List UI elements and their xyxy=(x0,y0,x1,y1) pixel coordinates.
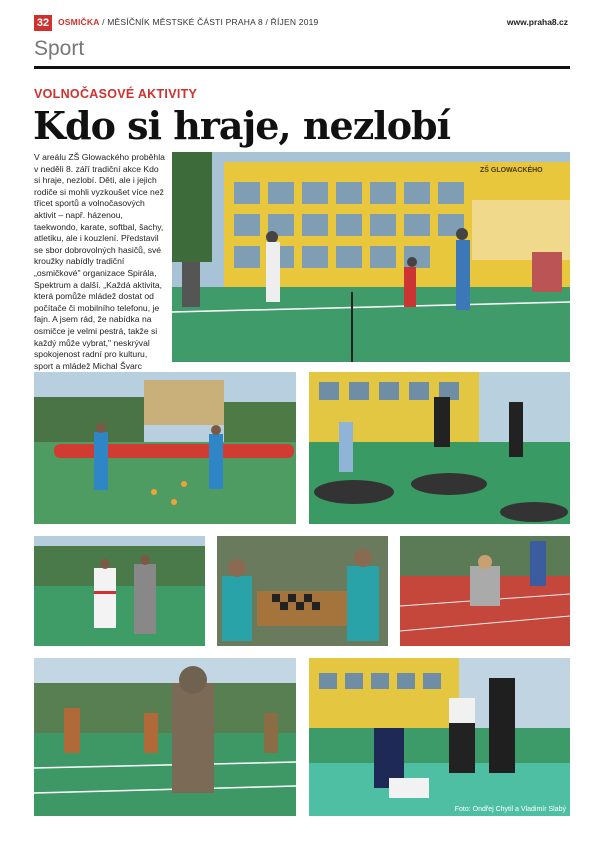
photo-school-courtyard xyxy=(172,152,570,362)
photo-costumes xyxy=(34,658,296,816)
photo-aikido xyxy=(309,658,570,816)
school-sign: ZŠ GLOWACKÉHO xyxy=(480,167,543,174)
publication-name: OSMIČKA xyxy=(58,17,100,27)
section-title: Sport xyxy=(34,37,85,60)
article-body xyxy=(34,152,166,396)
photo-karate xyxy=(34,536,205,646)
article-text: V areálu ZŠ Glowackého proběhla v neděli 8. září tradiční akce Kdo si hraje, nezlobí. Děti, ale i jejich rodiče si mohli vyzkoušet více než třicet sportů a volnočasových aktivit – např. házenou, taekwondo, karate, softbal, šachy, atletiku, ale i kouzlení. Představil se sbor dobrovolných hasičů, své kroužky nabídly tradiční „osmičkové" organizace Spirála, Spektrum a další. „Každá aktivita, která pomůže mládež dostat od počítače či mobilního telefonu, je fajn. A jsem rád, že nabídka na osmičce je velmi pestrá, takže si každý může vybrat," neskrýval spokojenost radní pro kulturu, sport a mládež Michal Švarc xyxy=(34,152,165,371)
photo-floorball xyxy=(34,372,296,524)
page-header xyxy=(0,0,600,30)
photo-trampolines xyxy=(309,372,570,524)
publication-subtitle: / MĚSÍČNÍK MĚSTSKÉ ČÁSTI PRAHA 8 / ŘÍJEN 2019 xyxy=(99,17,319,27)
photo-chess xyxy=(217,536,388,646)
website-url[interactable]: www.praha8.cz xyxy=(506,17,568,27)
publication-line xyxy=(58,17,318,27)
headline: Kdo si hraje, nezlobí xyxy=(33,103,451,148)
photo-credit: Foto: Ondřej Chytil a Vladimír Slabý xyxy=(454,806,566,813)
section-rule xyxy=(34,66,570,69)
photo-athletics xyxy=(400,536,570,646)
page-number: 32 xyxy=(34,15,52,31)
kicker: VOLNOČASOVÉ AKTIVITY xyxy=(34,87,198,101)
